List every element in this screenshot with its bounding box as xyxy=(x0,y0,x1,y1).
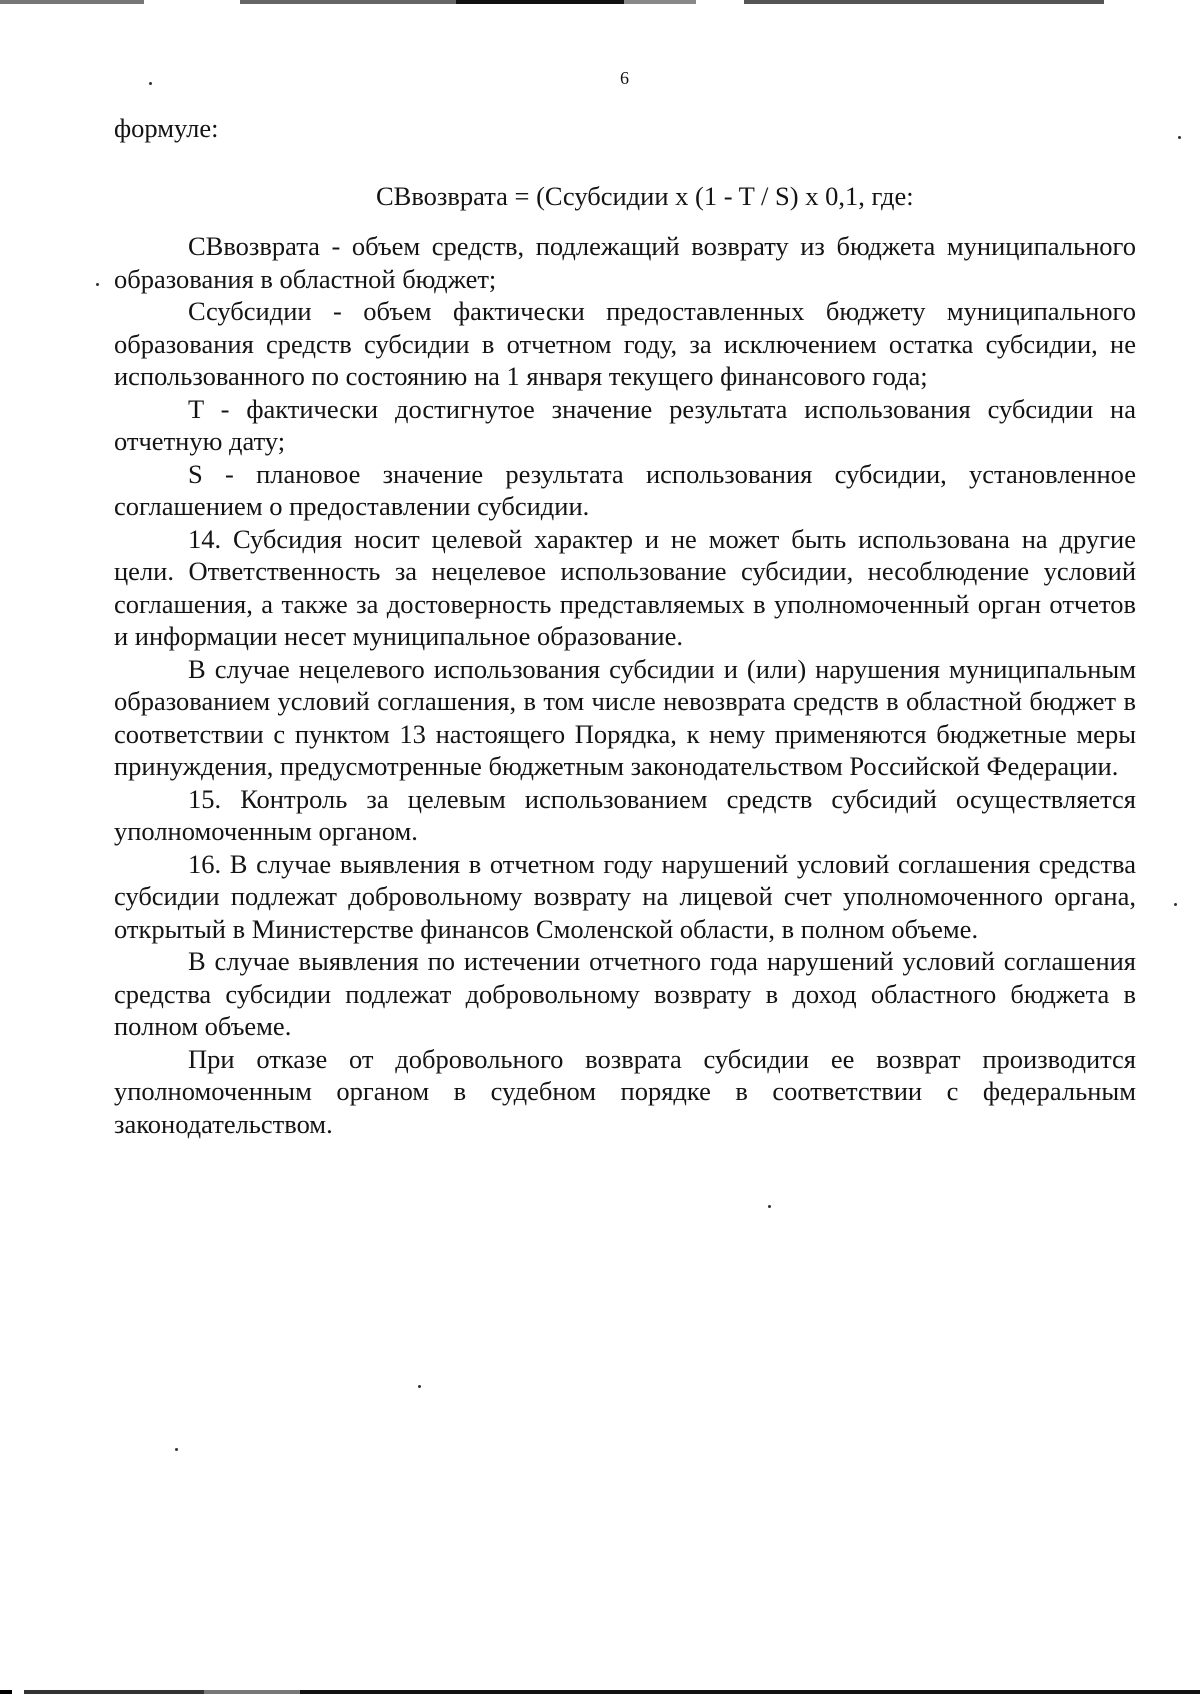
scan-speck xyxy=(149,82,152,85)
paragraph-misuse: В случае нецелевого использования субсидии и (или) нарушения муниципальным образованием условий соглашения, в том числе невозврата средств в областной бюджет в соответствии с пунктом 13 настоящего Порядка, к нему применяются бюджетные меры принуждения, предусмотренные бюджетным законодательством Российской Федерации. xyxy=(114,653,1136,781)
paragraph-s-definition: S - плановое значение результата использования субсидии, установленное соглашением о предоставлении субсидии. xyxy=(114,458,1136,521)
intro-text: формуле: xyxy=(114,113,219,143)
scan-speck xyxy=(96,283,99,286)
paragraph-15: 15. Контроль за целевым использованием средств субсидий осуществляется уполномоченным органом. xyxy=(114,783,1136,846)
scan-speck xyxy=(1174,903,1177,906)
scan-speck xyxy=(418,1385,421,1388)
scan-speck xyxy=(768,1205,771,1208)
page-number: 6 xyxy=(620,68,629,88)
paragraph-14: 14. Субсидия носит целевой характер и не может быть использована на другие цели. Ответственность за нецелевое использование субсидии, несоблюдение условий соглашения, а также за достоверность представляемых в уполномоченный орган отчетов и информации несет муниципальное образование. xyxy=(114,523,1136,651)
scan-speck xyxy=(175,1448,178,1451)
document-body xyxy=(114,230,1136,1140)
scan-border-top xyxy=(0,0,1200,4)
scan-border-bottom xyxy=(0,1690,1200,1694)
paragraph-subsidy-definition: Ссубсидии - объем фактически предоставленных бюджету муниципального образования средств субсидии в отчетном году, за исключением остатка субсидии, не использованного по состоянию на 1 января текущего финансового года; xyxy=(114,296,1136,391)
paragraph-sv-definition: СВвозврата - объем средств, подлежащий возврату из бюджета муниципального образования в областной бюджет; xyxy=(114,231,1136,294)
paragraph-after-year: В случае выявления по истечении отчетного года нарушений условий соглашения средства субсидии подлежат добровольному возврату в доход областного бюджета в полном объеме. xyxy=(114,946,1136,1041)
formula: СВвозврата = (Ссубсидии x (1 - T / S) x 0,1, где: xyxy=(376,181,914,211)
scan-speck xyxy=(1178,136,1181,139)
paragraph-refusal: При отказе от добровольного возврата субсидии ее возврат производится уполномоченным органом в судебном порядке в соответствии с федеральным законодательством. xyxy=(114,1043,1136,1139)
paragraph-t-definition: T - фактически достигнутое значение результата использования субсидии на отчетную дату; xyxy=(114,393,1136,456)
paragraph-16: 16. В случае выявления в отчетном году нарушений условий соглашения средства субсидии подлежат добровольному возврату на лицевой счет уполномоченного органа, открытый в Министерстве финансов Смоленской области, в полном объеме. xyxy=(114,848,1136,944)
